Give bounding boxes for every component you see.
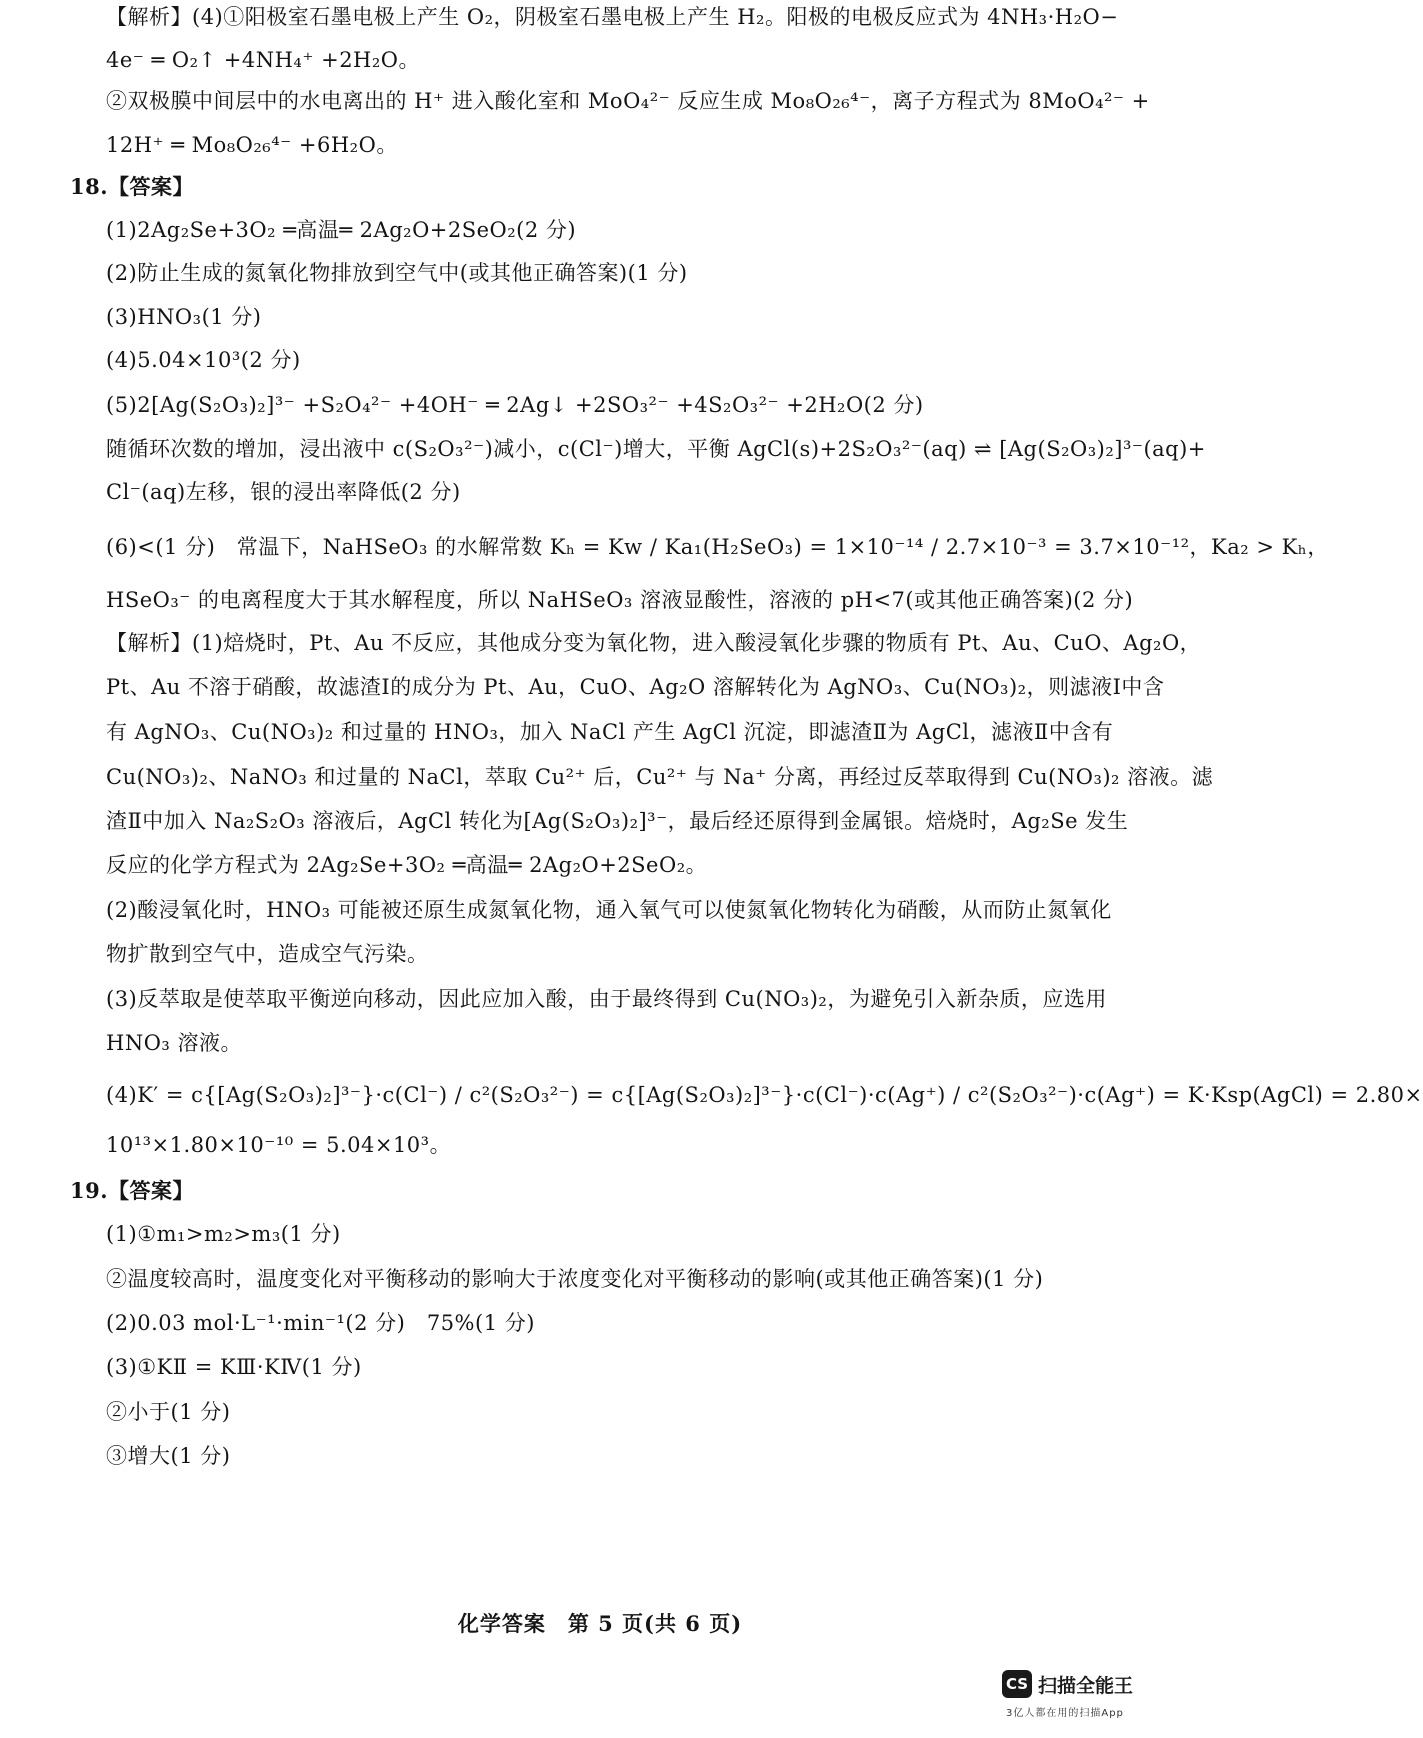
answer-line: (1)2Ag₂Se+3O₂ ═高温═ 2Ag₂O+2SeO₂(2 分) [106,218,577,242]
text-line: ②双极膜中间层中的水电离出的 H⁺ 进入酸化室和 MoO₄²⁻ 反应生成 Mo₈O₂₆⁴⁻，离子方程式为 8MoO₄²⁻ + [106,89,1150,113]
answer-line: ②小于(1 分) [106,1400,231,1424]
analysis-line: (4)K′ = c{[Ag(S₂O₃)₂]³⁻}·c(Cl⁻) / c²(S₂O₃²⁻) = c{[Ag(S₂O₃)₂]³⁻}·c(Cl⁻)·c(Ag⁺) / c²(S₂O₃²⁻)·c(Ag⁺) = K·Ksp(AgCl) = 2.80× [106,1083,1423,1107]
analysis-line: HNO₃ 溶液。 [106,1031,242,1055]
answer-line: 随循环次数的增加，浸出液中 c(S₂O₃²⁻)减小，c(Cl⁻)增大，平衡 AgCl(s)+2S₂O₃²⁻(aq) ⇌ [Ag(S₂O₃)₂]³⁻(aq)+ [106,437,1206,461]
answer-line: ③增大(1 分) [106,1444,231,1468]
answer-line: (3)①KⅡ = KⅢ·KⅣ(1 分) [106,1355,362,1379]
analysis-line: 10¹³×1.80×10⁻¹⁰ = 5.04×10³。 [106,1133,452,1157]
text-line: 【解析】(4)①阳极室石墨电极上产生 O₂，阴极室石墨电极上产生 H₂。阳极的电极反应式为 4NH₃·H₂O− [106,5,1119,29]
text-line: 4e⁻ ═ O₂↑ +4NH₄⁺ +2H₂O。 [106,48,421,72]
analysis-line: 有 AgNO₃、Cu(NO₃)₂ 和过量的 HNO₃，加入 NaCl 产生 AgCl 沉淀，即滤渣Ⅱ为 AgCl，滤液Ⅱ中含有 [106,720,1114,744]
answer-line: HSeO₃⁻ 的电离程度大于其水解程度，所以 NaHSeO₃ 溶液显酸性，溶液的 pH<7(或其他正确答案)(2 分) [106,588,1134,612]
answer-line: ②温度较高时，温度变化对平衡移动的影响大于浓度变化对平衡移动的影响(或其他正确答案)(1 分) [106,1267,1044,1291]
answer-line: (4)5.04×10³(2 分) [106,348,301,372]
text-line: 12H⁺ ═ Mo₈O₂₆⁴⁻ +6H₂O。 [106,133,398,157]
answer-line: (3)HNO₃(1 分) [106,305,262,329]
answer-line: (2)0.03 mol·L⁻¹·min⁻¹(2 分) 75%(1 分) [106,1311,535,1335]
analysis-line: (3)反萃取是使萃取平衡逆向移动，因此应加入酸，由于最终得到 Cu(NO₃)₂，为避免引入新杂质，应选用 [106,987,1107,1011]
analysis-line: 反应的化学方程式为 2Ag₂Se+3O₂ ═高温═ 2Ag₂O+2SeO₂。 [106,853,708,877]
answer-line: (6)<(1 分) 常温下，NaHSeO₃ 的水解常数 Kₕ = Kw / Ka₁(H₂SeO₃) = 1×10⁻¹⁴ / 2.7×10⁻³ = 3.7×10⁻¹²，Ka₂ > Kₕ， [106,535,1329,559]
camscanner-logo-icon: CS [1002,1670,1032,1698]
answer-line: (1)①m₁>m₂>m₃(1 分) [106,1222,341,1246]
answer-line: Cl⁻(aq)左移，银的浸出率降低(2 分) [106,480,461,504]
watermark-title: 扫描全能王 [1038,1675,1134,1697]
watermark-subtitle: 3亿人都在用的扫描App [1006,1708,1124,1719]
analysis-line: Cu(NO₃)₂、NaNO₃ 和过量的 NaCl，萃取 Cu²⁺ 后，Cu²⁺ 与 Na⁺ 分离，再经过反萃取得到 Cu(NO₃)₂ 溶液。滤 [106,765,1214,789]
page-footer: 化学答案 第 5 页(共 6 页) [457,1611,743,1636]
analysis-line: Pt、Au 不溶于硝酸，故滤渣Ⅰ的成分为 Pt、Au，CuO、Ag₂O 溶解转化为 AgNO₃、Cu(NO₃)₂，则滤液Ⅰ中含 [106,675,1165,699]
question-19-heading: 19.【答案】 [70,1178,195,1203]
analysis-line: 物扩散到空气中，造成空气污染。 [106,942,429,966]
analysis-line: 渣Ⅱ中加入 Na₂S₂O₃ 溶液后，AgCl 转化为[Ag(S₂O₃)₂]³⁻，最后经还原得到金属银。焙烧时，Ag₂Se 发生 [106,809,1129,833]
scanner-watermark [1002,1670,1172,1720]
answer-line: (2)防止生成的氮氧化物排放到空气中(或其他正确答案)(1 分) [106,261,688,285]
question-18-heading: 18.【答案】 [70,174,195,199]
answer-line: (5)2[Ag(S₂O₃)₂]³⁻ +S₂O₄²⁻ +4OH⁻ ═ 2Ag↓ +2SO₃²⁻ +4S₂O₃²⁻ +2H₂O(2 分) [106,393,924,417]
analysis-line: (2)酸浸氧化时，HNO₃ 可能被还原生成氮氧化物，通入氧气可以使氮氧化物转化为硝酸，从而防止氮氧化 [106,898,1112,922]
analysis-line: 【解析】(1)焙烧时，Pt、Au 不反应，其他成分变为氧化物，进入酸浸氧化步骤的物质有 Pt、Au、CuO、Ag₂O， [106,631,1202,655]
